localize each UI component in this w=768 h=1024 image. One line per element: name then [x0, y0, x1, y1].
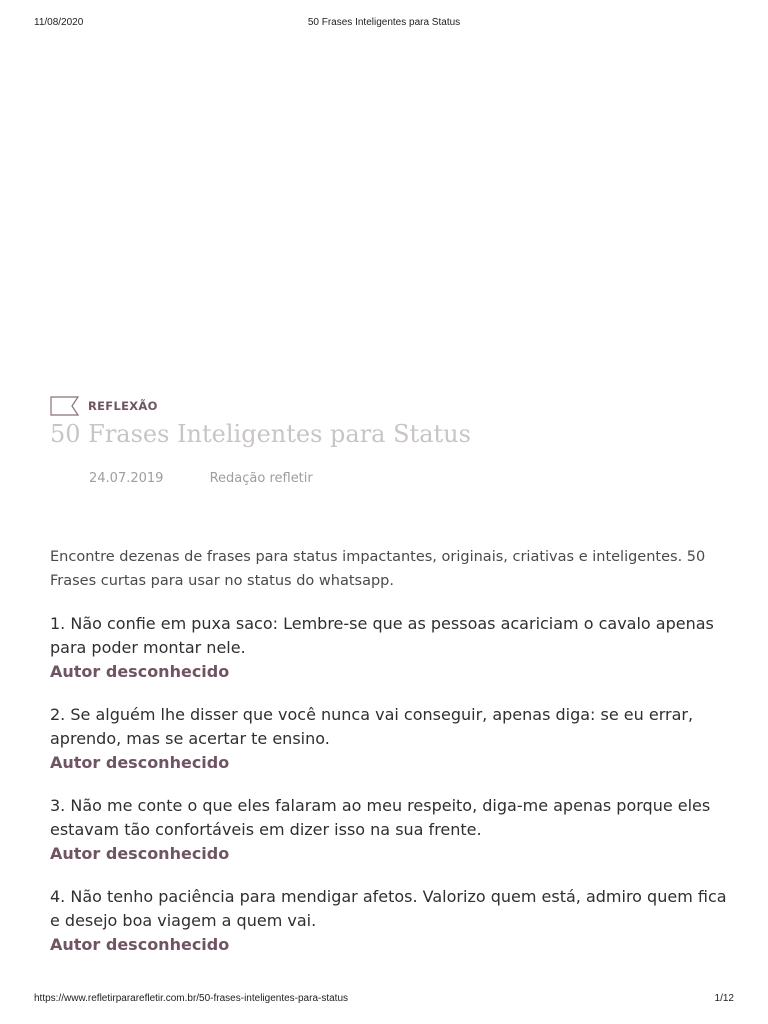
print-date: 11/08/2020	[34, 17, 84, 28]
quote-item	[50, 794, 730, 866]
quote-author: Autor desconhecido	[50, 935, 230, 954]
article-content	[50, 545, 730, 976]
print-page-title: 50 Frases Inteligentes para Status	[307, 17, 461, 28]
quote-text: 3. Não me conte o que eles falaram ao meu respeito, diga-me apenas porque eles estavam tão confortáveis em dizer isso na sua frente.	[50, 796, 711, 839]
article-meta	[89, 471, 313, 486]
quote-item	[50, 612, 730, 684]
print-url: https://www.refletirpararefletir.com.br/50-frases-inteligentes-para-status	[34, 993, 349, 1004]
category-label[interactable]: REFLEXÃO	[88, 399, 158, 413]
page-number: 1/12	[714, 993, 734, 1004]
quote-text: 1. Não confie em puxa saco: Lembre-se que as pessoas acariciam o cavalo apenas para poder montar nele.	[50, 614, 714, 657]
print-footer	[34, 993, 734, 1007]
quote-author: Autor desconhecido	[50, 844, 230, 863]
quote-author: Autor desconhecido	[50, 753, 230, 772]
article-intro: Encontre dezenas de frases para status impactantes, originais, criativas e inteligentes. 50 Frases curtas para usar no status do whatsapp.	[50, 549, 706, 589]
publish-date: 24.07.2019	[89, 471, 164, 486]
print-header	[34, 17, 734, 31]
category-tag[interactable]	[50, 396, 158, 416]
quote-text: 4. Não tenho paciência para mendigar afetos. Valorizo quem está, admiro quem fica e desejo boa viagem a quem vai.	[50, 887, 727, 930]
article-title: 50 Frases Inteligentes para Status	[50, 420, 471, 448]
quote-author: Autor desconhecido	[50, 662, 230, 681]
article-author[interactable]: Redação refletir	[209, 471, 313, 486]
quote-item	[50, 885, 730, 957]
flag-icon	[50, 396, 80, 416]
quote-text: 2. Se alguém lhe disser que você nunca vai conseguir, apenas diga: se eu errar, aprendo, mas se acertar te ensino.	[50, 705, 694, 748]
quote-item	[50, 703, 730, 775]
